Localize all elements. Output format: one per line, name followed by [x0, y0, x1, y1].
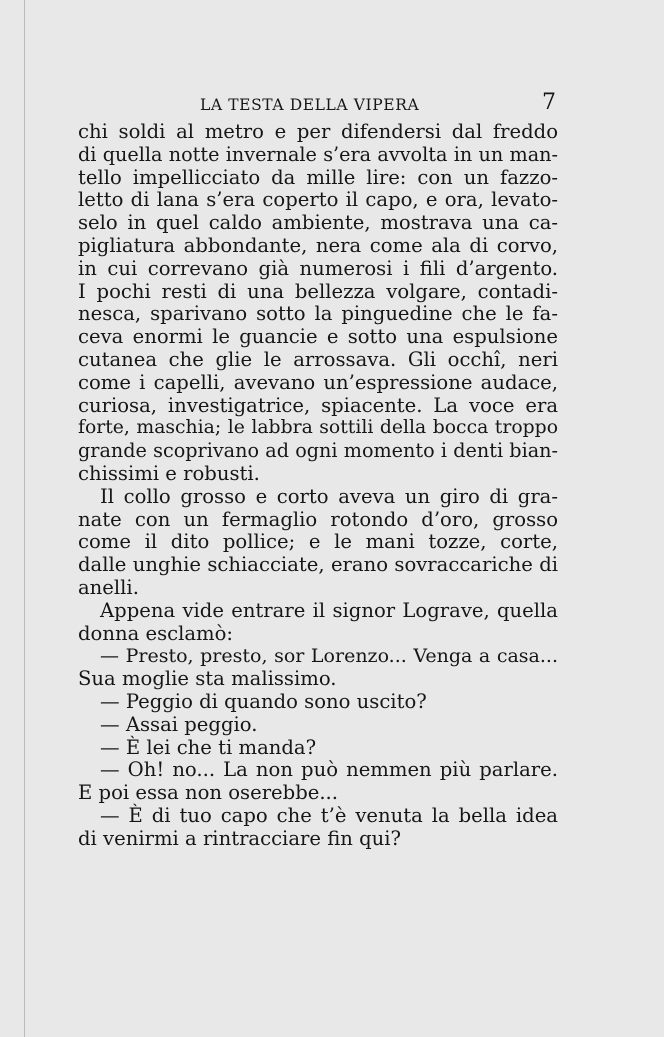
page-header — [80, 90, 556, 120]
text-line: chi soldi al metro e per difendersi dal freddo — [78, 120, 558, 143]
text-line: dalle unghie schiacciate, erano sovraccariche di — [78, 553, 558, 577]
text-line: selo in quel caldo ambiente, mostrava una ca- — [78, 211, 558, 235]
text-line: — Peggio di quando sono uscito? — [100, 689, 427, 713]
text-line: E poi essa non oserebbe... — [78, 781, 339, 805]
text-line: cutanea che glie le arrossava. Gli occhî, neri — [78, 347, 558, 371]
text-line: forte, maschia; le labbra sottili della bocca troppo — [78, 417, 558, 439]
text-line: di venirmi a rintracciare fin qui? — [78, 826, 402, 850]
text-line: Sua moglie sta malissimo. — [78, 667, 337, 691]
text-line: — Oh! no... La non può nemmen più parlare. — [100, 758, 558, 782]
text-line: in cui correvano già numerosi i fili d’argento. — [78, 256, 558, 280]
page-number: 7 — [542, 90, 556, 115]
text-line: pigliatura abbondante, nera come ala di corvo, — [78, 233, 558, 257]
text-line: — Assai peggio. — [100, 712, 258, 736]
text-line: grande scoprivano ad ogni momento i denti bian- — [78, 439, 558, 463]
text-line: ceva enormi le guancie e sotto una espulsione — [78, 325, 558, 349]
text-line: anelli. — [78, 575, 139, 599]
text-line: curiosa, investigatrice, spiacente. La voce era — [78, 393, 558, 417]
text-line: come i capelli, avevano un’espressione audace, — [78, 370, 558, 394]
text-line: come il dito pollice; e le mani tozze, corte, — [78, 530, 558, 554]
text-line: donna esclamò: — [78, 621, 234, 645]
text-line: Appena vide entrare il signor Lograve, quella — [100, 598, 558, 622]
text-line: — È di tuo capo che t’è venuta la bella idea — [100, 803, 558, 827]
text-line: di quella notte invernale s’era avvolta in un man- — [78, 142, 558, 166]
text-line: nesca, sparivano sotto la pinguedine che le fa- — [78, 302, 558, 326]
body-text — [78, 121, 558, 851]
text-line: Il collo grosso e corto aveva un giro di gra- — [100, 484, 558, 508]
text-line: letto di lana s’era coperto il capo, e ora, levato- — [78, 188, 558, 212]
text-line: nate con un fermaglio rotondo d’oro, grosso — [78, 507, 558, 531]
page-edge-shadow — [24, 0, 25, 1037]
running-title: LA TESTA DELLA VIPERA — [200, 96, 420, 114]
text-line: chissimi e robusti. — [78, 461, 260, 485]
text-line: I pochi resti di una bellezza volgare, contadi- — [78, 279, 558, 303]
text-line: tello impellicciato da mille lire: con un fazzo- — [78, 165, 558, 189]
text-line: — Presto, presto, sor Lorenzo... Venga a casa... — [100, 645, 558, 668]
text-line: — È lei che ti manda? — [100, 735, 317, 759]
